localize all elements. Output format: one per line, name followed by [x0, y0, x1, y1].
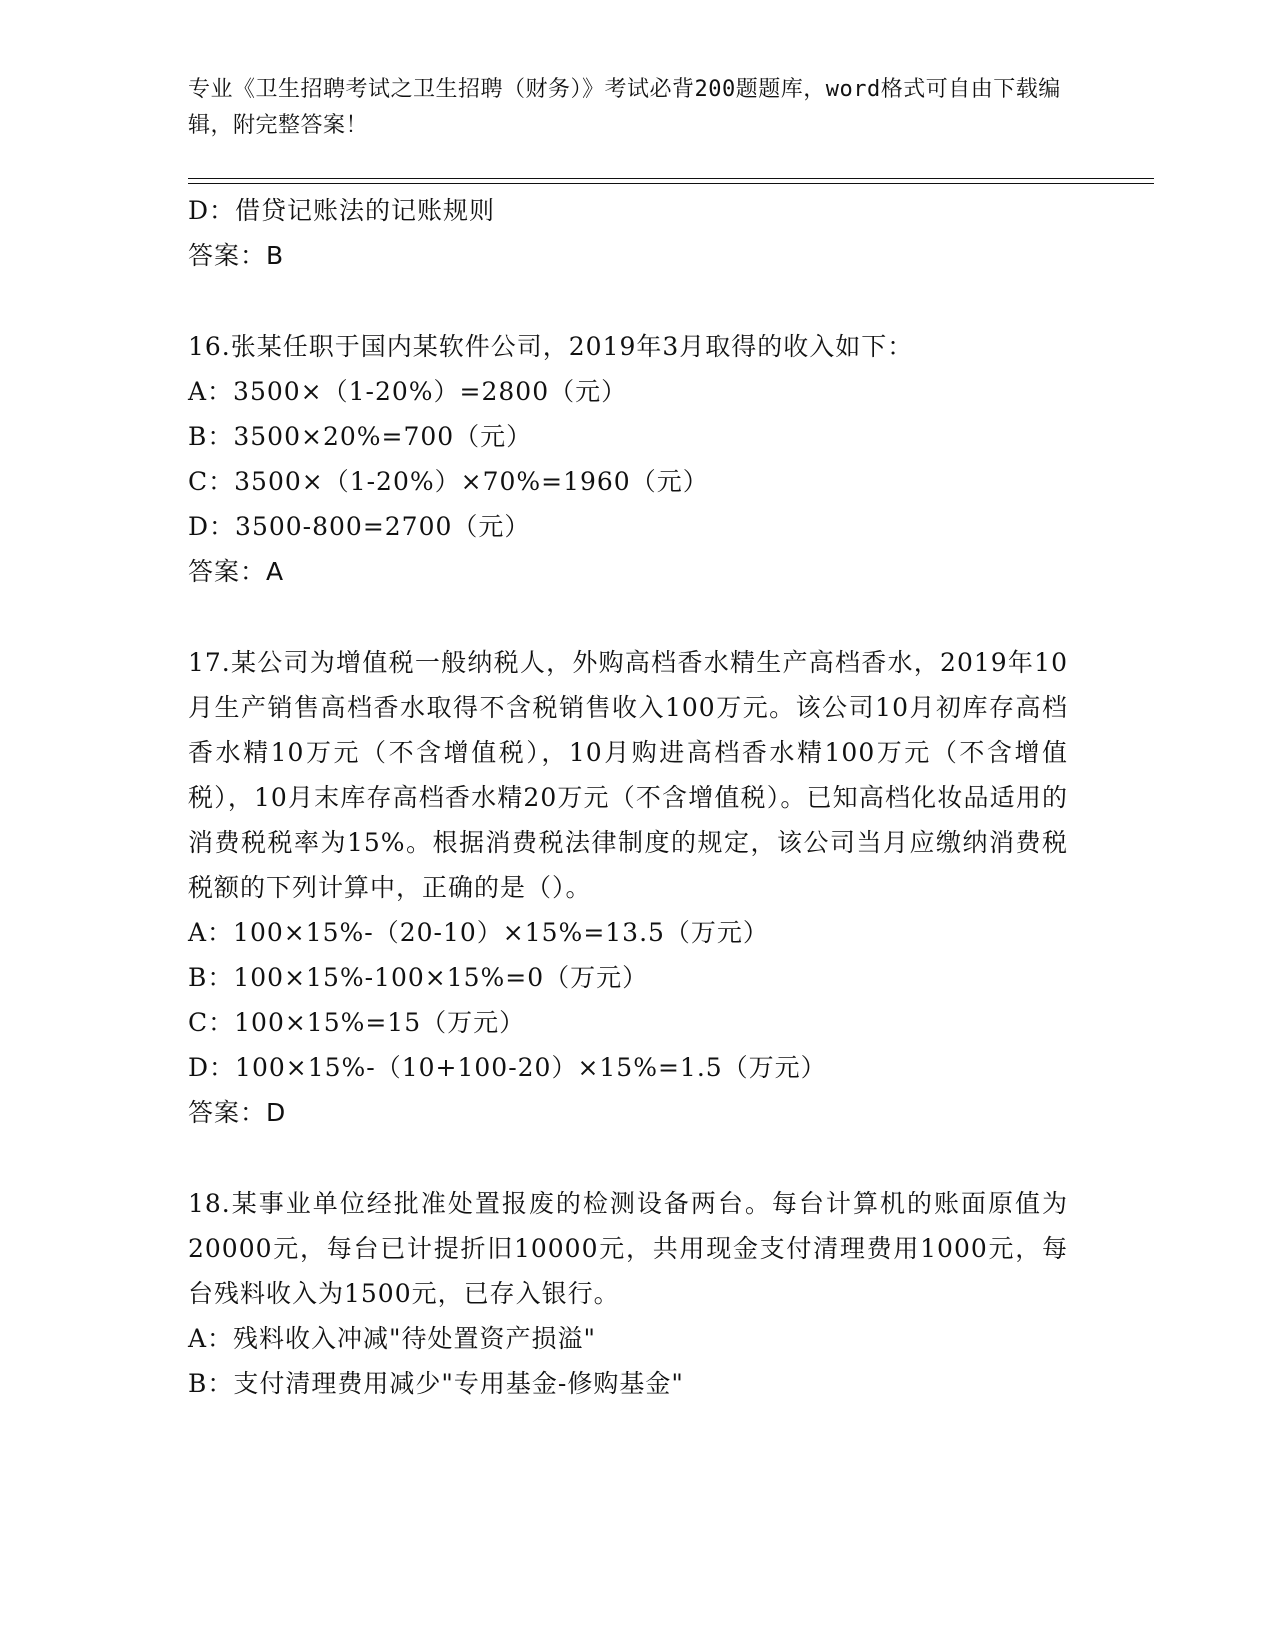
q16-option-a: A：3500×（1-20%）=2800（元）: [188, 377, 628, 406]
q16-option-c: C：3500×（1-20%）×70%=1960（元）: [188, 467, 709, 496]
q18-stem: 18.某事业单位经批准处置报废的检测设备两台。每台计算机的账面原值为20000元，每台已计提折旧10000元，共用现金支付清理费用1000元，每台残料收入为1500元，已存入银行。: [188, 1189, 1068, 1308]
q17-answer: 答案：D: [188, 1098, 287, 1127]
header-rule-top: [188, 178, 1154, 179]
spacer: [188, 1135, 1088, 1181]
spacer: [188, 594, 1088, 640]
q15-answer: 答案：B: [188, 241, 285, 270]
q18-option-b: B：支付清理费用减少"专用基金-修购基金": [188, 1369, 684, 1398]
q16-option-d: D：3500-800=2700（元）: [188, 512, 531, 541]
header-rule-bottom: [188, 183, 1154, 184]
q17-stem: 17.某公司为增值税一般纳税人，外购高档香水精生产高档香水，2019年10月生产销售高档香水取得不含税销售收入100万元。该公司10月初库存高档香水精10万元（不含增值税），10月购进高档香水精100万元（不含增值税），10月末库存高档香水精20万元（不含增值税）。已知高档化妆品适用的消费税税率为15%。根据消费税法律制度的规定，该公司当月应缴纳消费税税额的下列计算中，正确的是（）。: [188, 648, 1068, 902]
q17-option-b: B：100×15%-100×15%=0（万元）: [188, 963, 649, 992]
question-list: [188, 188, 1088, 1406]
q16-answer: 答案：A: [188, 557, 285, 586]
spacer: [188, 278, 1088, 324]
q16-option-b: B：3500×20%=700（元）: [188, 422, 533, 451]
q18-option-a: A：残料收入冲减"待处置资产损溢": [188, 1324, 597, 1353]
q17-option-d: D：100×15%-（10+100-20）×15%=1.5（万元）: [188, 1053, 827, 1082]
q17-option-c: C：100×15%=15（万元）: [188, 1008, 526, 1037]
q15-option-d: D：借贷记账法的记账规则: [188, 196, 496, 225]
q16-stem: 16.张某任职于国内某软件公司，2019年3月取得的收入如下：: [188, 332, 914, 361]
q17-option-a: A：100×15%-（20-10）×15%=13.5（万元）: [188, 918, 769, 947]
document-header: 专业《卫生招聘考试之卫生招聘（财务）》考试必背200题题库，word格式可自由下载编辑，附完整答案！: [188, 77, 1061, 138]
